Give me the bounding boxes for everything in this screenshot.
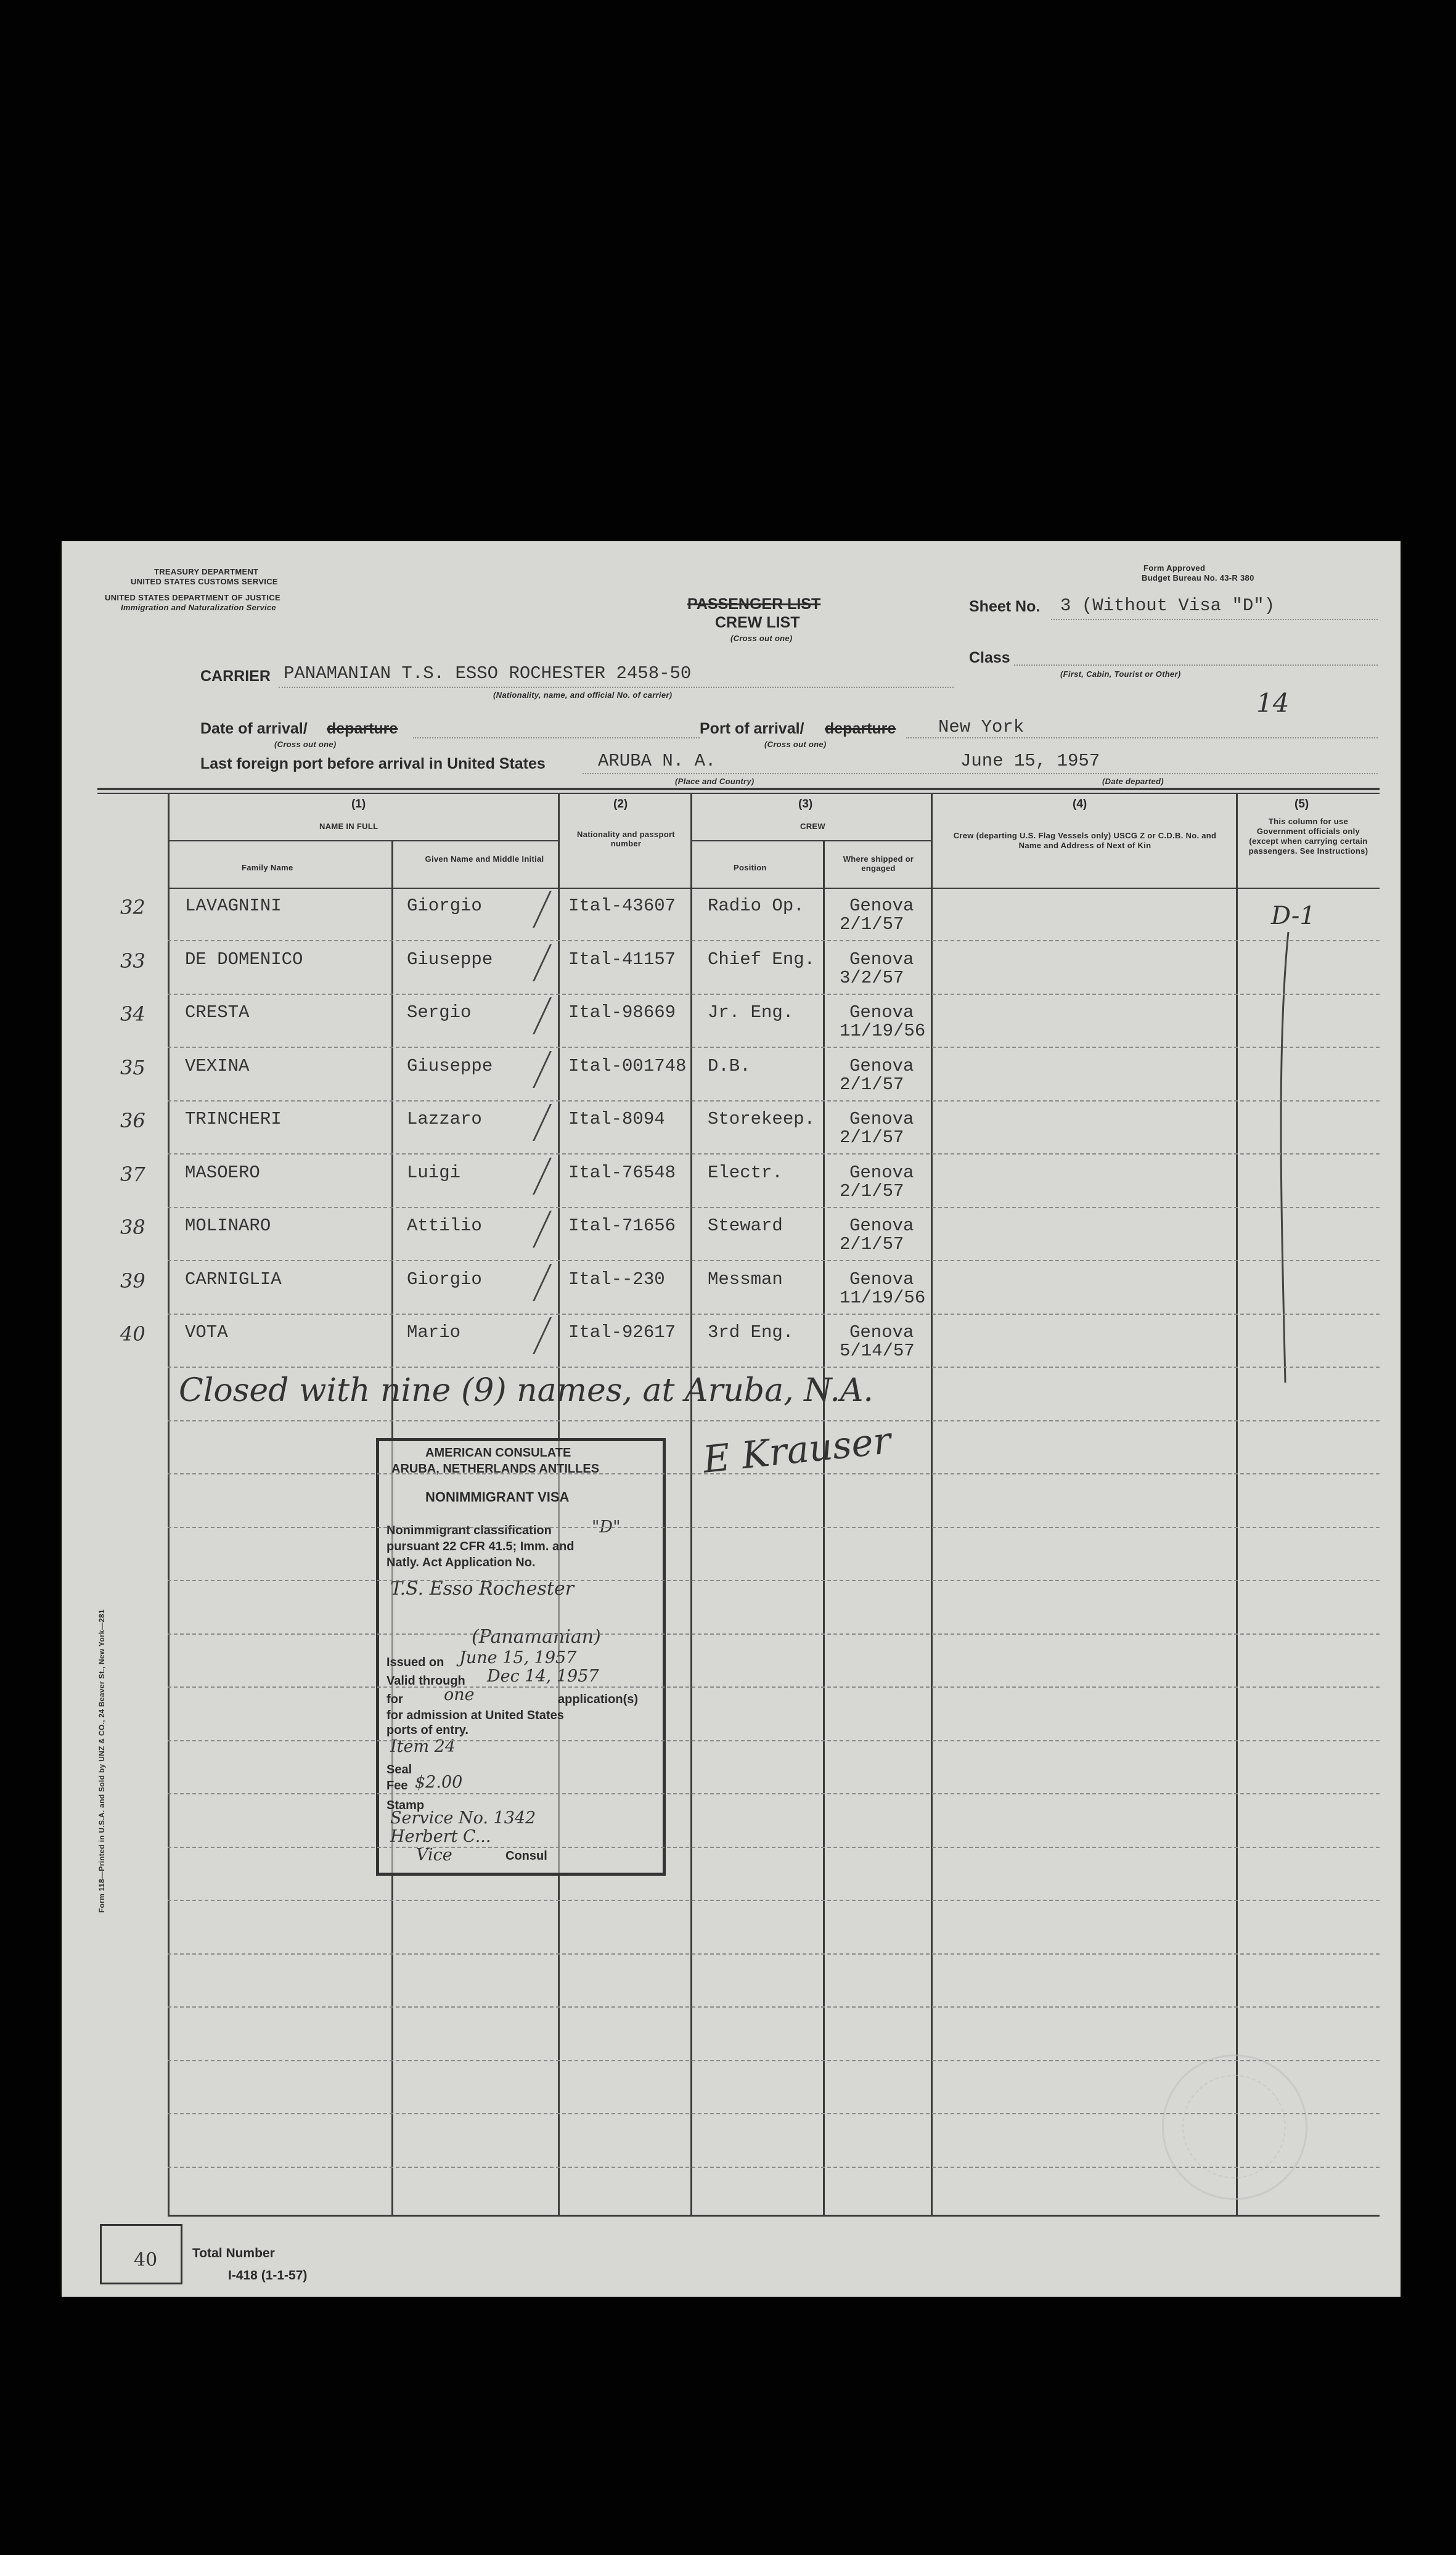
row-number: 36 — [120, 1109, 145, 1132]
stamp-classification: Nonimmigrant classification — [386, 1524, 552, 1537]
col3b-title: Where shipped or engaged — [843, 854, 914, 873]
row-rule — [168, 1900, 1380, 1901]
check-mark — [508, 944, 552, 981]
stamp-classification-hw: "D" — [592, 1518, 621, 1537]
col1b-title: Given Name and Middle Initial — [425, 854, 544, 864]
family-name: DE DOMENICO — [185, 949, 303, 970]
port-value: New York — [938, 717, 1025, 737]
sheet-label: Sheet No. — [969, 598, 1041, 615]
header-treasury: TREASURY DEPARTMENT — [154, 567, 259, 576]
stamp-fee-hw: $2.00 — [415, 1773, 463, 1792]
stamp-item-hw: Item 24 — [390, 1737, 456, 1756]
given-name: Luigi — [407, 1162, 461, 1183]
date-departed-note: (Date departed) — [1102, 777, 1164, 786]
row-number: 35 — [120, 1055, 145, 1079]
header-justice: UNITED STATES DEPARTMENT OF JUSTICE — [105, 593, 280, 602]
check-mark — [508, 1158, 552, 1195]
row-rule — [168, 1527, 1380, 1528]
header-immigration: Immigration and Naturalization Service — [121, 603, 276, 612]
shipped-place: Genova — [849, 1269, 914, 1290]
port-arrival-label: Port of arrival/ — [700, 720, 804, 737]
passport-number: Ital--230 — [568, 1269, 665, 1290]
col5-title: This column for use Government officials only (except when carrying certain passengers. See Instructions) — [1248, 817, 1368, 856]
side-print-text: Form 118—Printed in U.S.A. and Sold by UNZ & CO., 24 Beaver St., New York—281 — [97, 1609, 106, 1913]
family-name: MASOERO — [185, 1162, 260, 1183]
row-rule — [168, 1473, 1380, 1474]
stamp-vice-hw: Vice — [416, 1846, 452, 1865]
shipped-date: 11/19/56 — [840, 1287, 926, 1308]
shipped-place: Genova — [849, 1002, 914, 1023]
passport-number: Ital-001748 — [568, 1055, 687, 1076]
stamp-aruba: ARUBA, NETHERLANDS ANTILLES — [391, 1462, 600, 1476]
crew-list-form — [62, 541, 1401, 2297]
col2-title: Nationality and passport number — [577, 830, 675, 848]
port-note: (Cross out one) — [764, 740, 827, 749]
crew-position: Electr. — [708, 1162, 783, 1183]
given-name: Giuseppe — [407, 949, 493, 970]
shipped-date: 2/1/57 — [840, 1234, 904, 1254]
total-number-box — [100, 2224, 182, 2284]
shipped-place: Genova — [849, 896, 914, 916]
row-rule — [168, 1207, 1380, 1208]
passport-number: Ital-98669 — [568, 1002, 676, 1023]
last-port-value: ARUBA N. A. — [598, 751, 716, 771]
row-rule — [168, 1740, 1380, 1741]
row-rule — [168, 1314, 1380, 1315]
stamp-nationality-hw: (Panamanian) — [472, 1626, 601, 1648]
col1a-title: Family Name — [242, 863, 293, 872]
stamp-pursuant: pursuant 22 CFR 41.5; Imm. and — [386, 1540, 575, 1553]
stamp-ports: ports of entry. — [386, 1723, 468, 1737]
row-rule — [168, 2167, 1380, 2168]
crew-position: Storekeep. — [708, 1109, 816, 1129]
row-number: 39 — [120, 1269, 145, 1293]
family-name: VEXINA — [185, 1055, 250, 1076]
family-name: TRINCHERI — [185, 1109, 282, 1129]
row-number: 33 — [120, 949, 145, 973]
shipped-date: 2/1/57 — [840, 914, 904, 934]
crew-position: 3rd Eng. — [708, 1322, 794, 1343]
check-mark — [508, 1051, 552, 1088]
passenger-list-struck: PASSENGER LIST — [687, 595, 821, 613]
row-rule — [168, 1633, 1380, 1635]
col1-title: NAME IN FULL — [319, 822, 378, 831]
check-mark — [508, 891, 552, 928]
family-name: LAVAGNINI — [185, 896, 282, 916]
row-rule — [168, 2006, 1380, 2008]
col1-number: (1) — [351, 798, 366, 811]
family-name: CRESTA — [185, 1002, 250, 1023]
date-arrival-note: (Cross out one) — [274, 740, 337, 749]
col5-bracket — [1270, 930, 1307, 1386]
carrier-value: PANAMANIAN T.S. ESSO ROCHESTER 2458-50 — [284, 663, 692, 684]
date-departure-struck: departure — [327, 720, 398, 737]
row-rule — [168, 1100, 1380, 1102]
class-label: Class — [969, 649, 1010, 666]
passport-number: Ital-92617 — [568, 1322, 676, 1343]
last-port-note: (Place and Country) — [675, 777, 755, 786]
row-rule — [168, 1793, 1380, 1794]
form-approved: Form Approved — [1143, 563, 1206, 573]
stamp-vessel-hw: T.S. Esso Rochester — [390, 1578, 575, 1600]
crew-position: D.B. — [708, 1055, 751, 1076]
check-mark — [508, 1211, 552, 1248]
title-note: (Cross out one) — [730, 634, 793, 643]
passport-number: Ital-8094 — [568, 1109, 665, 1129]
row-rule — [168, 1953, 1380, 1955]
row-rule — [168, 1047, 1380, 1048]
shipped-place: Genova — [849, 1162, 914, 1183]
row-number: 32 — [120, 896, 145, 919]
check-mark — [508, 1264, 552, 1301]
family-name: VOTA — [185, 1322, 228, 1343]
row-rule — [168, 1153, 1380, 1155]
row-number: 38 — [120, 1216, 145, 1239]
crew-position: Messman — [708, 1269, 783, 1290]
total-number-label: Total Number — [192, 2246, 275, 2260]
stamp-valid-hw: Dec 14, 1957 — [487, 1667, 599, 1686]
stamp-service-hw: Service No. 1342 — [390, 1809, 536, 1828]
crew-position: Chief Eng. — [708, 949, 816, 970]
crew-position: Radio Op. — [708, 896, 804, 916]
passport-number: Ital-41157 — [568, 949, 676, 970]
stamp-consulate: AMERICAN CONSULATE — [425, 1446, 571, 1460]
given-name: Sergio — [407, 1002, 472, 1023]
col5-number: (5) — [1294, 798, 1309, 811]
shipped-date: 2/1/57 — [840, 1127, 904, 1148]
stamp-applications: application(s) — [558, 1693, 639, 1706]
shipped-place: Genova — [849, 1216, 914, 1236]
row-number: 37 — [120, 1162, 145, 1186]
stamp-signature-hw: Herbert C... — [390, 1827, 491, 1846]
row-rule — [168, 1686, 1380, 1688]
passport-number: Ital-71656 — [568, 1216, 676, 1236]
passport-number: Ital-76548 — [568, 1162, 676, 1183]
given-name: Lazzaro — [407, 1109, 482, 1129]
embossed-seal — [1162, 2054, 1307, 2200]
budget-bureau: Budget Bureau No. 43-R 380 — [1142, 573, 1254, 583]
row-number: 34 — [120, 1002, 145, 1026]
page-number: 14 — [1256, 688, 1290, 718]
closing-note: Closed with nine (9) names, at Aruba, N.A. — [179, 1372, 873, 1409]
class-note: (First, Cabin, Tourist or Other) — [1060, 669, 1181, 679]
shipped-place: Genova — [849, 1055, 914, 1076]
col3-number: (3) — [798, 798, 813, 811]
shipped-date: 11/19/56 — [840, 1021, 926, 1041]
row-rule — [168, 2113, 1380, 2114]
form-number: I-418 (1-1-57) — [228, 2268, 308, 2283]
last-port-label: Last foreign port before arrival in United States — [200, 755, 546, 772]
row-rule — [168, 940, 1380, 941]
col5-mark: D-1 — [1271, 902, 1315, 930]
shipped-date: 3/2/57 — [840, 967, 904, 988]
shipped-place: Genova — [849, 1322, 914, 1343]
col4-title: Crew (departing U.S. Flag Vessels only) USCG Z or C.D.B. No. and Name and Address of Next of Kin — [953, 831, 1217, 850]
stamp-application: Natly. Act Application No. — [386, 1556, 536, 1569]
given-name: Giorgio — [407, 1269, 482, 1290]
check-mark — [508, 1104, 552, 1141]
col2-number: (2) — [613, 798, 628, 811]
signature: E Krauser — [701, 1419, 893, 1482]
stamp-stamp: Stamp — [386, 1799, 425, 1812]
row-rule — [168, 994, 1380, 995]
shipped-place: Genova — [849, 949, 914, 970]
total-number-value: 40 — [134, 2249, 158, 2271]
stamp-seal: Seal — [386, 1763, 412, 1776]
row-number: 40 — [120, 1322, 145, 1346]
given-name: Giorgio — [407, 896, 482, 916]
crew-list-title: CREW LIST — [715, 614, 800, 631]
passport-number: Ital-43607 — [568, 896, 676, 916]
given-name: Mario — [407, 1322, 461, 1343]
family-name: MOLINARO — [185, 1216, 271, 1236]
stamp-for-hw: one — [444, 1685, 475, 1704]
check-mark — [508, 997, 552, 1034]
given-name: Giuseppe — [407, 1055, 493, 1076]
row-rule — [168, 1580, 1380, 1581]
header-customs: UNITED STATES CUSTOMS SERVICE — [131, 577, 278, 586]
col3-title: CREW — [800, 822, 825, 831]
row-rule — [168, 1367, 1380, 1368]
shipped-date: 5/14/57 — [840, 1341, 915, 1361]
row-rule — [168, 1420, 1380, 1421]
carrier-label: CARRIER — [200, 668, 271, 685]
stamp-admission: for admission at United States — [386, 1709, 564, 1722]
shipped-place: Genova — [849, 1109, 914, 1129]
stamp-fee: Fee — [386, 1779, 408, 1793]
carrier-note: (Nationality, name, and official No. of carrier) — [493, 690, 673, 700]
date-arrival-label: Date of arrival/ — [200, 720, 308, 737]
row-rule — [168, 2060, 1380, 2061]
visa-stamp — [376, 1438, 666, 1876]
port-departure-struck: departure — [825, 720, 896, 737]
crew-position: Steward — [708, 1216, 783, 1236]
stamp-issued-hw: June 15, 1957 — [459, 1648, 577, 1667]
col3a-title: Position — [734, 863, 767, 872]
stamp-visa: NONIMMIGRANT VISA — [425, 1489, 570, 1505]
stamp-consul: Consul — [505, 1849, 547, 1863]
sheet-value: 3 (Without Visa "D") — [1060, 595, 1275, 616]
stamp-issued: Issued on — [386, 1656, 444, 1669]
stamp-valid: Valid through — [386, 1674, 465, 1688]
row-rule — [168, 1260, 1380, 1261]
shipped-date: 2/1/57 — [840, 1074, 904, 1095]
shipped-date: 2/1/57 — [840, 1180, 904, 1201]
col4-number: (4) — [1073, 798, 1087, 811]
stamp-for: for — [386, 1693, 403, 1706]
row-rule — [168, 1847, 1380, 1848]
family-name: CARNIGLIA — [185, 1269, 282, 1290]
date-departed-value: June 15, 1957 — [960, 751, 1100, 771]
check-mark — [508, 1317, 552, 1354]
crew-position: Jr. Eng. — [708, 1002, 794, 1023]
given-name: Attilio — [407, 1216, 482, 1236]
